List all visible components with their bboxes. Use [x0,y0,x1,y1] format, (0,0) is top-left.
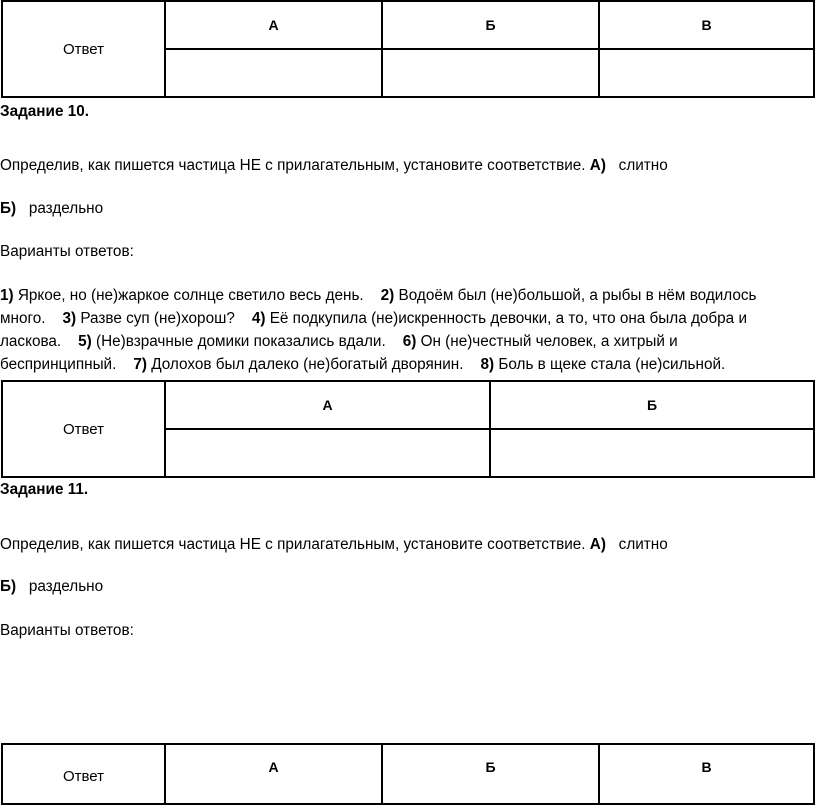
item-text: Водоём был (не)большой, а рыбы в нём водилось [398,287,757,304]
task10-instruction-line [0,155,668,177]
task10-variants-line-3 [0,331,678,353]
task10-variants-label: Варианты ответов: [0,243,134,260]
task10-variants-line-2 [0,308,747,330]
item-text: Яркое, но (не)жаркое солнце светило весь день. [17,287,364,304]
answer-table-task10 [1,380,815,478]
item-text: много. [0,310,46,327]
answer-label: Ответ [2,1,165,97]
item-text: Он (не)честный человек, а хитрый и [420,333,678,350]
column-header-b: Б [490,381,814,429]
task11-option-a-marker: А) [589,536,606,553]
item-text: ласкова. [0,333,62,350]
item-number: 5) [78,333,92,350]
item-text: беспринципный. [0,356,117,373]
item-number: 2) [380,287,395,304]
item-text: Её подкупила (не)искренность девочки, а то, что она была добра и [269,310,747,327]
task11-instruction: Определив, как пишется частица НЕ с прилагательным, установите соответствие. [0,536,586,553]
answer-cell-a[interactable] [165,49,382,97]
item-text: Разве суп (не)хорош? [80,310,235,327]
item-number: 4) [251,310,266,327]
answer-cell-b[interactable] [382,49,599,97]
task10-option-b-marker: Б) [0,200,17,217]
item-number: 6) [402,333,417,350]
item-text: Боль в щеке стала (не)сильной. [498,356,726,373]
column-header-a: А [165,1,382,49]
task11-variants-label: Варианты ответов: [0,622,134,639]
task10-instruction: Определив, как пишется частица НЕ с прилагательным, установите соответствие. [0,157,586,174]
task10-variants-line-1 [0,285,757,307]
task10-option-b-text: раздельно [28,200,104,217]
task11-option-b [0,576,103,598]
item-number: 8) [480,356,495,373]
item-number: 1) [0,287,14,304]
column-header-a: А [165,381,490,429]
task10-option-b [0,198,103,220]
column-header-v: В [599,1,814,49]
answer-cell-v[interactable] [599,49,814,97]
task10-option-a-marker: А) [589,157,606,174]
item-text: (Не)взрачные домики показались вдали. [96,333,386,350]
column-header-b: Б [382,744,599,804]
task10-option-a-text: слитно [618,157,668,174]
column-header-v: В [599,744,814,804]
task11-title: Задание 11. [0,481,89,498]
answer-cell-b[interactable] [490,429,814,477]
answer-label: Ответ [2,381,165,477]
item-number: 7) [133,356,147,373]
task11-option-b-text: раздельно [28,578,104,595]
task11-instruction-line [0,534,668,556]
item-number: 3) [62,310,77,327]
answer-cell-a[interactable] [165,429,490,477]
task11-option-a-text: слитно [618,536,668,553]
answer-table-task11 [1,743,815,805]
answer-label: Ответ [2,744,165,804]
task10-title: Задание 10. [0,103,89,120]
column-header-a: А [165,744,382,804]
answer-table-task9 [1,0,815,98]
task10-variants-line-4 [0,354,725,376]
column-header-b: Б [382,1,599,49]
item-text: Долохов был далеко (не)богатый дворянин. [151,356,464,373]
task11-option-b-marker: Б) [0,578,17,595]
